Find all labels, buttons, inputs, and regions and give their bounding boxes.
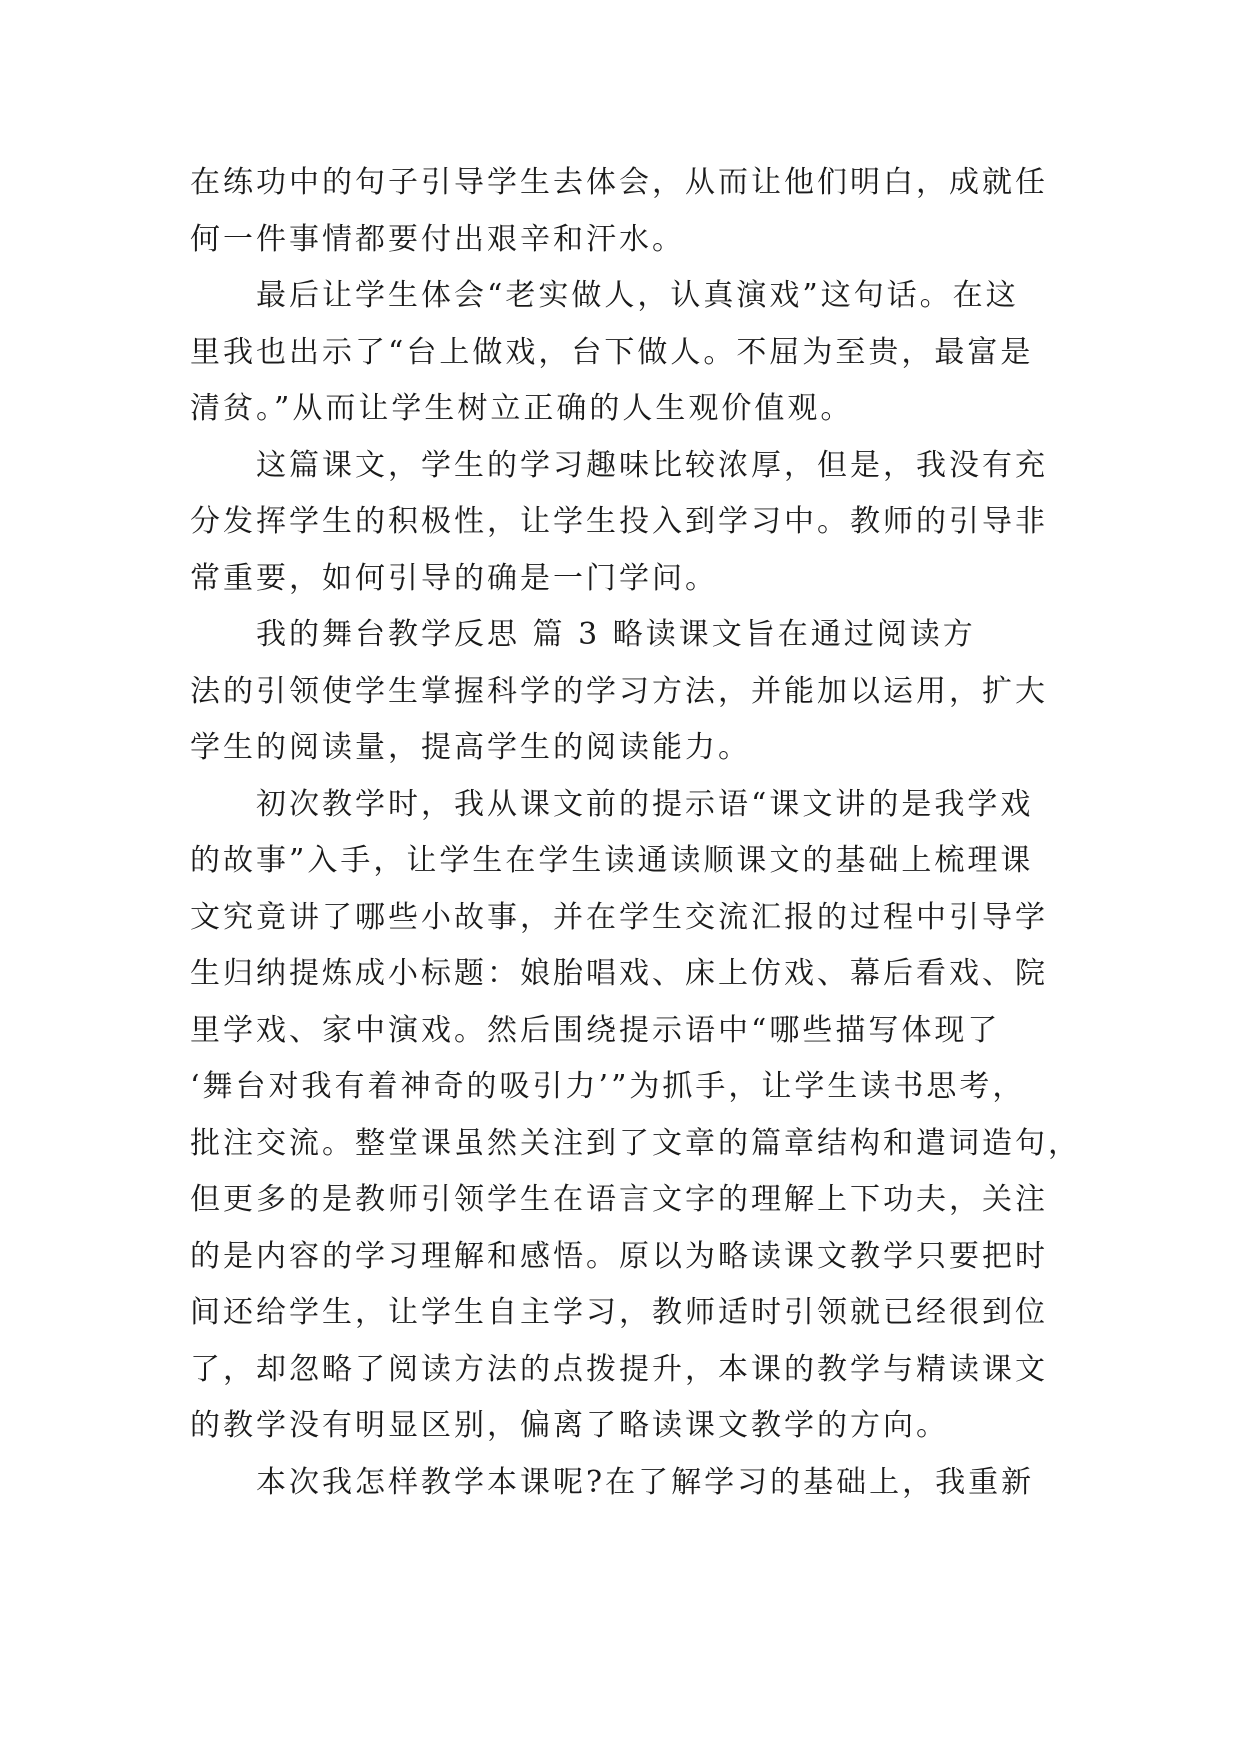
text-line: 本次我怎样教学本课呢?在了解学习的基础上，我重新 bbox=[256, 1464, 1035, 1500]
text-line: 文究竟讲了哪些小故事，并在学生交流汇报的过程中引导学 bbox=[190, 899, 1048, 935]
text-line: 在练功中的句子引导学生去体会，从而让他们明白，成就任 bbox=[190, 165, 1048, 200]
text-line: 法的引领使学生掌握科学的学习方法，并能加以运用，扩大 bbox=[190, 673, 1048, 709]
text-line: 我的舞台教学反思 篇 3 略读课文旨在通过阅读方 bbox=[256, 617, 976, 652]
text-line: 常重要，如何引导的确是一门学问。 bbox=[190, 560, 718, 596]
text-line: 的教学没有明显区别，偏离了略读课文教学的方向。 bbox=[190, 1408, 949, 1443]
text-line: 分发挥学生的积极性，让学生投入到学习中。教师的引导非 bbox=[190, 504, 1048, 539]
text-line: 了，却忽略了阅读方法的点拨提升，本课的教学与精读课文 bbox=[190, 1351, 1048, 1387]
text-line: 批注交流。整堂课虽然关注到了文章的篇章结构和遣词造句， bbox=[190, 1125, 1081, 1161]
text-line: 但更多的是教师引领学生在语言文字的理解上下功夫，关注 bbox=[190, 1182, 1048, 1217]
text-line: 生归纳提炼成小标题：娘胎唱戏、床上仿戏、幕后看戏、院 bbox=[190, 956, 1048, 991]
text-line: 的是内容的学习理解和感悟。原以为略读课文教学只要把时 bbox=[190, 1238, 1048, 1274]
text-line: 间还给学生，让学生自主学习，教师适时引领就已经很到位 bbox=[190, 1295, 1048, 1330]
text-line: 里学戏、家中演戏。然后围绕提示语中“哪些描写体现了 bbox=[190, 1012, 1001, 1048]
text-line: 清贫。”从而让学生树立正确的人生观价值观。 bbox=[190, 391, 854, 426]
text-line: 学生的阅读量，提高学生的阅读能力。 bbox=[190, 730, 751, 765]
text-line: 何一件事情都要付出艰辛和汗水。 bbox=[190, 221, 685, 257]
document-body bbox=[190, 155, 1081, 1511]
text-line: 里我也出示了“台上做戏，台下做人。不屈为至贵，最富是 bbox=[190, 334, 1034, 370]
text-line: 最后让学生体会“老实做人，认真演戏”这句话。在这 bbox=[256, 278, 1019, 313]
text-line: 的故事”入手，让学生在学生读通读顺课文的基础上梳理课 bbox=[190, 843, 1034, 878]
text-line: ‘舞台对我有着神奇的吸引力’”为抓手，让学生读书思考， bbox=[190, 1069, 1026, 1104]
text-line: 这篇课文，学生的学习趣味比较浓厚，但是，我没有充 bbox=[256, 447, 1048, 483]
text-line: 初次教学时，我从课文前的提示语“课文讲的是我学戏 bbox=[256, 786, 1034, 822]
